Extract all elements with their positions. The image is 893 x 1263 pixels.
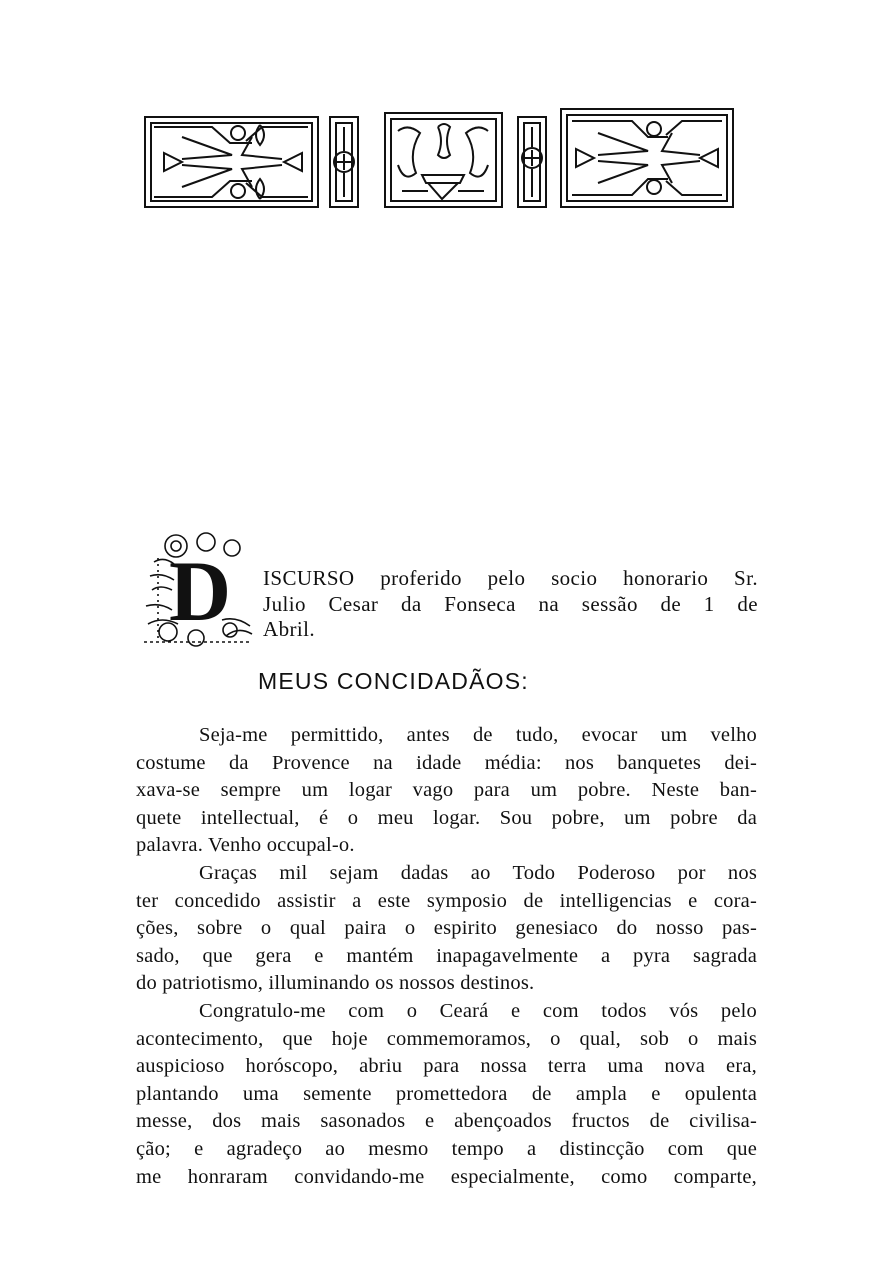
center-ornament-panel xyxy=(385,113,502,207)
text-line: quete intellectual, é o meu logar. Sou pobre, um pobre da xyxy=(136,806,757,829)
intro-block xyxy=(140,528,760,658)
paragraph-3 xyxy=(136,998,757,1191)
text-line: acontecimento, que hoje commemoramos, o qual, sob o mais xyxy=(136,1027,757,1050)
text-line: Seja-me permittido, antes de tudo, evocar um velho xyxy=(199,724,757,746)
text-line: sado, que gera e mantém inapagavelmente a pyra sagrada xyxy=(136,944,757,967)
text-line: ções, sobre o qual paira o espirito genesiaco do nosso pas- xyxy=(136,917,757,940)
left-divider-bar xyxy=(330,117,358,207)
header-ornament xyxy=(142,103,737,211)
right-ornament-panel xyxy=(561,109,733,207)
text-line: costume da Provence na idade média: nos banquetes dei- xyxy=(136,751,757,774)
text-line: ter concedido assistir a este symposio de intelligencias e cora- xyxy=(136,889,757,912)
right-divider-bar xyxy=(518,117,546,207)
initial-letter: D xyxy=(168,543,232,639)
text-line: palavra. Venho occupal-o. xyxy=(136,834,355,857)
address-heading: MEUS CONCIDADÃOS: xyxy=(258,668,529,694)
speech-body xyxy=(136,722,757,1191)
paragraph-2 xyxy=(136,860,757,998)
intro-text xyxy=(263,566,758,643)
text-line: ção; e agradeço ao mesmo tempo a distincção com que xyxy=(136,1137,757,1160)
intro-line: ISCURSO proferido pelo socio honorario Sr. xyxy=(263,566,758,590)
text-line: messe, dos mais sasonados e abençoados fructos de civilisa- xyxy=(136,1110,757,1133)
paragraph-1 xyxy=(136,722,757,860)
intro-line: Abril. xyxy=(263,617,315,641)
decorated-initial-icon xyxy=(140,528,255,650)
left-ornament-panel xyxy=(145,117,318,207)
text-line: xava-se sempre um logar vago para um pobre. Neste ban- xyxy=(136,779,757,802)
intro-line: Julio Cesar da Fonseca na sessão de 1 de xyxy=(263,591,758,616)
text-line: do patriotismo, illuminando os nossos destinos. xyxy=(136,972,535,995)
text-line: Congratulo-me com o Ceará e com todos vós pelo xyxy=(199,999,757,1022)
text-line: auspicioso horóscopo, abriu para nossa terra uma nova era, xyxy=(136,1055,757,1078)
text-line: plantando uma semente promettedora de ampla e opulenta xyxy=(136,1082,757,1105)
text-line: Graças mil sejam dadas ao Todo Poderoso por nos xyxy=(199,861,757,884)
text-line: me honraram convidando-me especialmente, como comparte, xyxy=(136,1165,757,1188)
